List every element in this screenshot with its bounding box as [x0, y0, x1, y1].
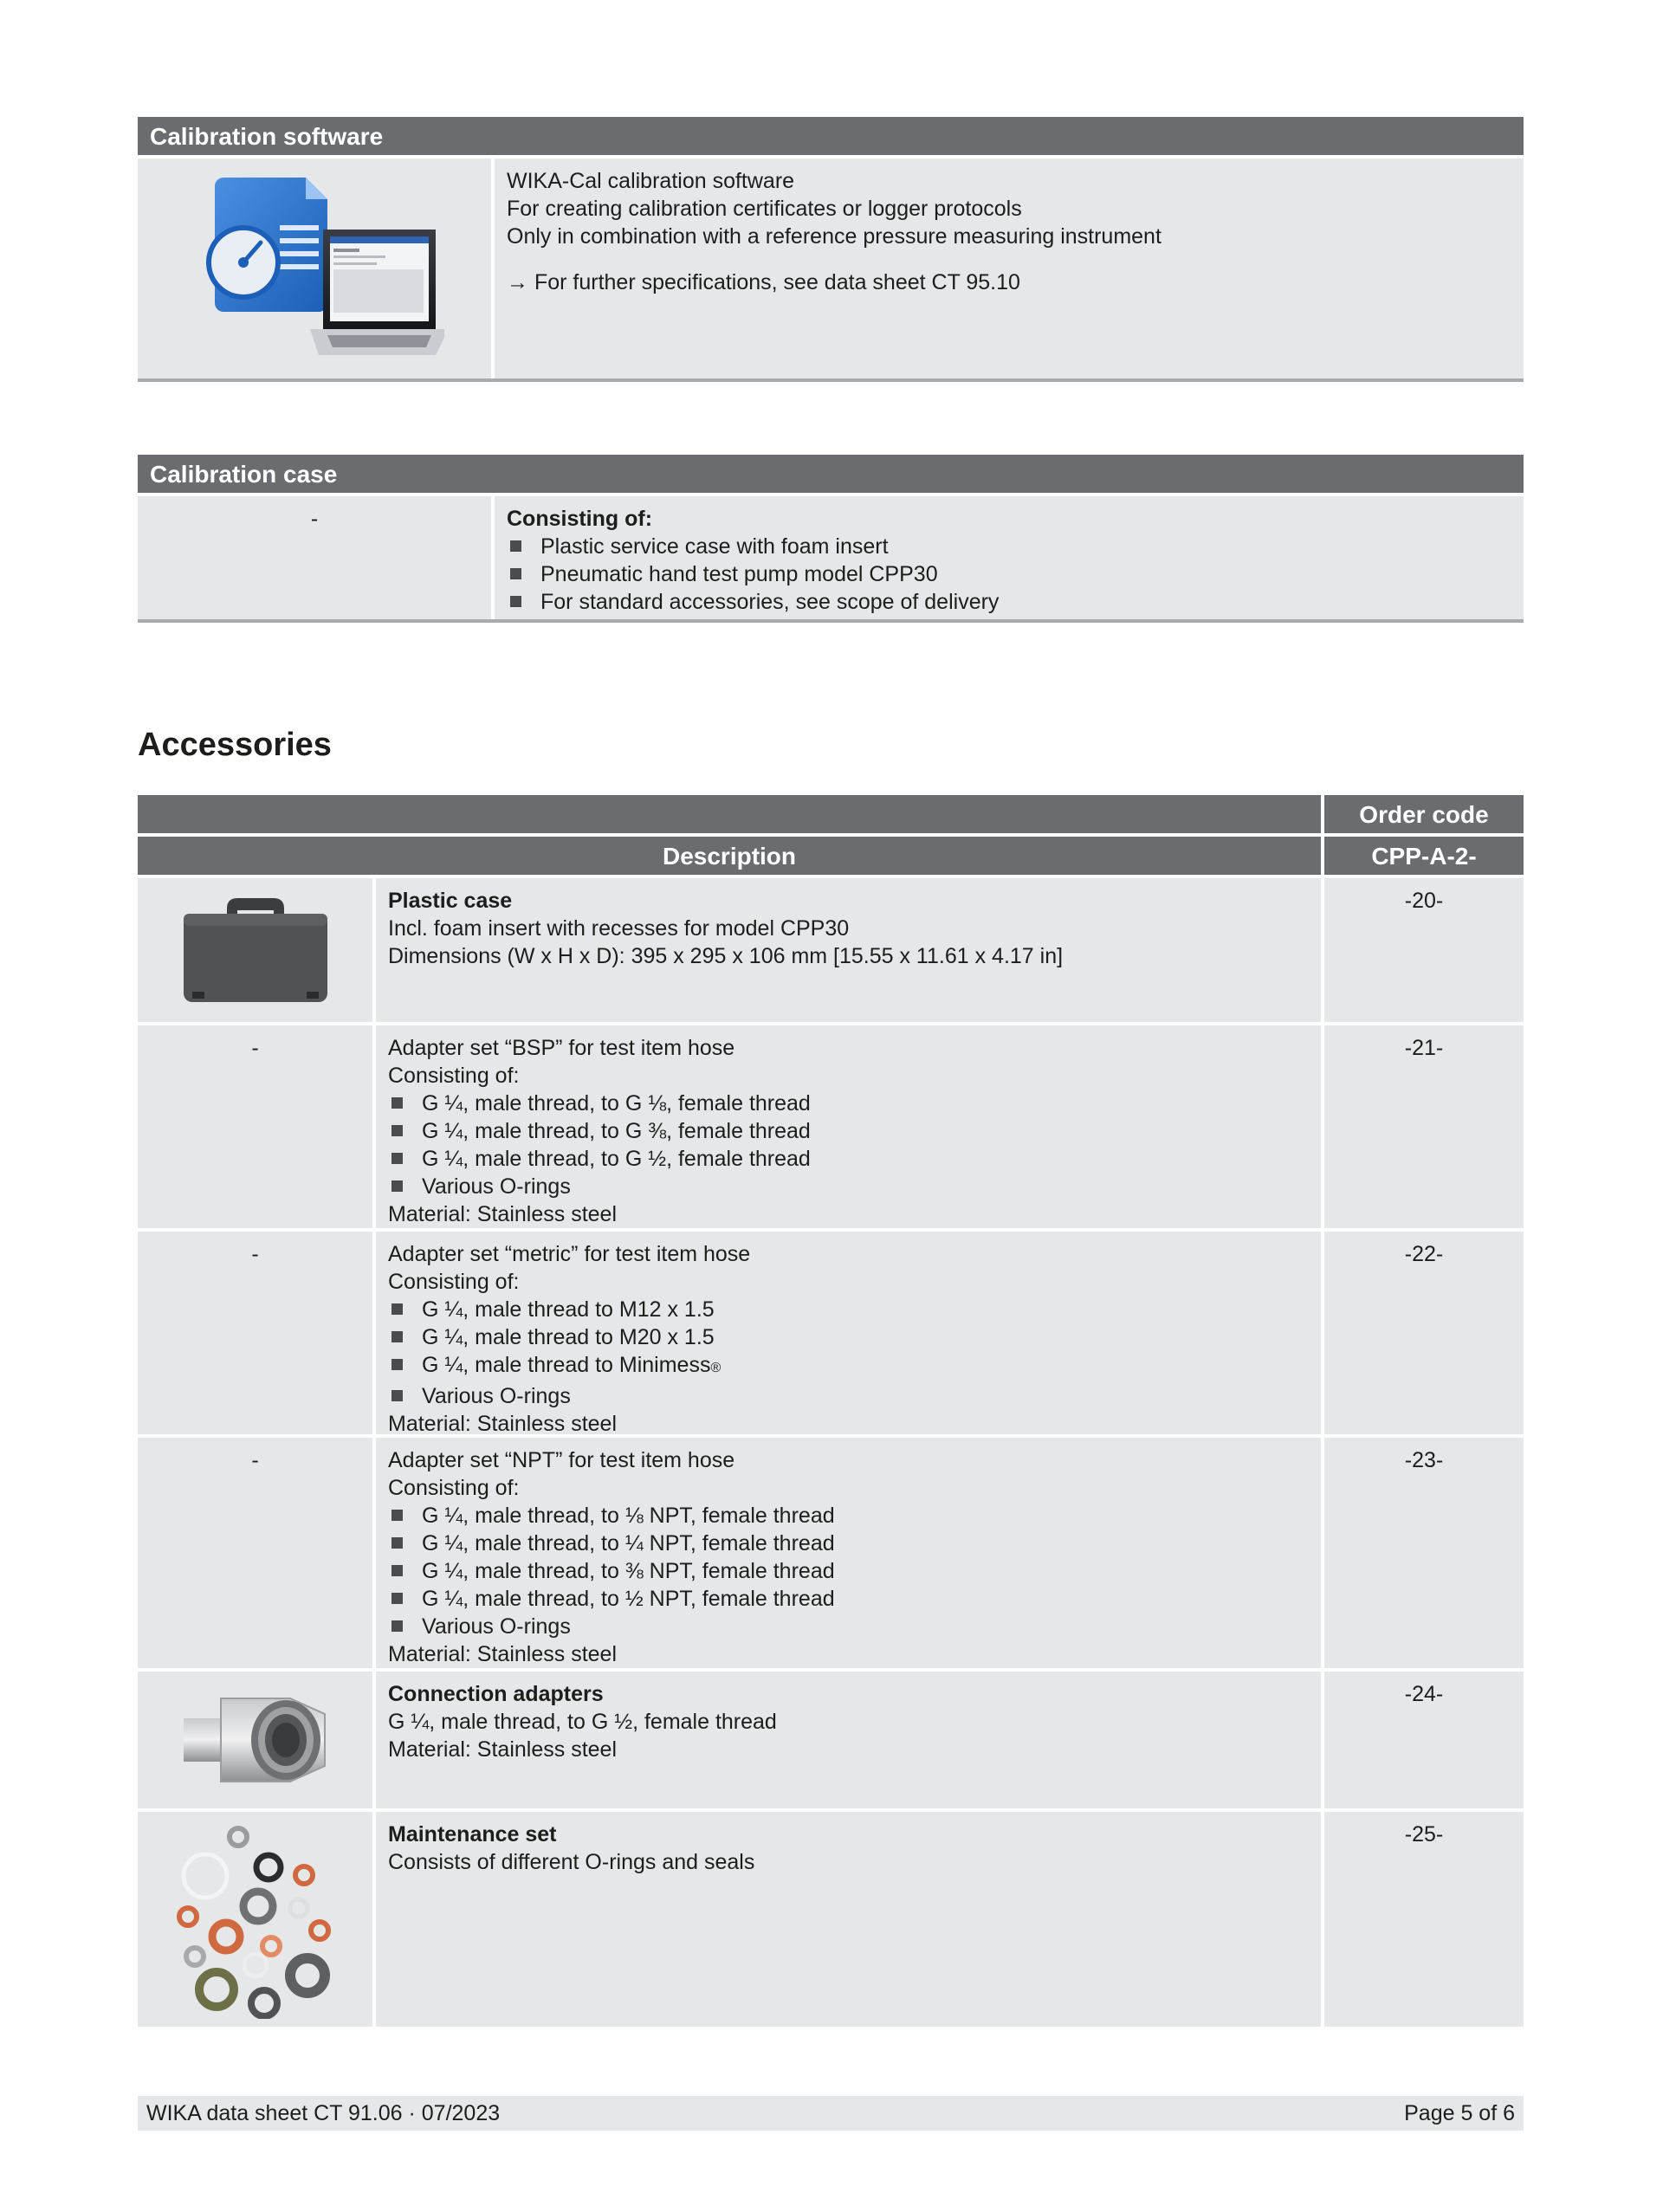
accessory-title: Plastic case [388, 889, 513, 913]
list-item: Various O-rings [388, 1173, 1309, 1200]
list-item: G ¼, male thread to Minimess ® [388, 1351, 1309, 1382]
case-description [495, 496, 1524, 619]
table-row [138, 1812, 1524, 2027]
plastic-case-image [138, 878, 372, 1022]
header-blank [138, 795, 1321, 833]
software-line: For creating calibration certificates or logger protocols [507, 197, 1022, 221]
table-row [138, 158, 1524, 382]
plastic-case-icon [173, 889, 338, 1011]
footer-page-number: Page 5 of 6 [1404, 2100, 1515, 2125]
registered-mark: ® [710, 1361, 721, 1375]
order-code: -22- [1324, 1232, 1524, 1434]
image-placeholder: - [138, 1232, 372, 1434]
bullet-square-icon [391, 1593, 403, 1604]
accessory-title: Maintenance set [388, 1822, 557, 1847]
bullet-square-icon [391, 1125, 403, 1136]
accessory-description [376, 1232, 1321, 1434]
table-row [138, 496, 1524, 623]
table-header-row [138, 795, 1524, 833]
bullet-square-icon [391, 1180, 403, 1192]
accessory-material: Material: Stainless steel [388, 1642, 618, 1666]
table-row [138, 1232, 1524, 1434]
case-title: Consisting of: [507, 507, 653, 531]
image-placeholder: - [138, 1438, 372, 1668]
datasheet-reference: → For further specifications, see data sheet CT 95.10 [507, 270, 1020, 294]
accessory-title: Connection adapters [388, 1682, 604, 1706]
connection-adapter-image [138, 1672, 372, 1808]
header-code-prefix: CPP-A-2- [1324, 837, 1524, 875]
bullet-square-icon [510, 596, 521, 607]
bullet-square-icon [391, 1510, 403, 1521]
bullet-square-icon [391, 1359, 403, 1370]
order-code: -24- [1324, 1672, 1524, 1808]
list-item: Various O-rings [388, 1613, 1309, 1640]
table-row [138, 1438, 1524, 1668]
table-header-row [138, 837, 1524, 875]
accessory-line: G ¼, male thread, to G ½, female thread [388, 1710, 777, 1734]
accessory-material: Material: Stainless steel [388, 1202, 618, 1226]
accessory-description [376, 1672, 1321, 1808]
bullet-square-icon [391, 1153, 403, 1164]
list-item: G ¼, male thread, to G ½, female thread [388, 1145, 1309, 1173]
accessory-line: Incl. foam insert with recesses for model CPP30 [388, 916, 850, 941]
list-item: G ¼, male thread, to G ⅛, female thread [388, 1090, 1309, 1117]
accessory-description [376, 1438, 1321, 1668]
accessory-description [376, 878, 1321, 1022]
bullet-square-icon [391, 1097, 403, 1109]
list-item: G ¼, male thread, to ¼ NPT, female thread [388, 1530, 1309, 1557]
accessory-description [376, 1812, 1321, 2027]
bullet-square-icon [510, 568, 521, 579]
list-item: G ¼, male thread, to ½ NPT, female thread [388, 1585, 1309, 1613]
wika-cal-software-image [138, 158, 491, 378]
connection-adapter-icon [173, 1679, 338, 1801]
section-header: Calibration case [138, 455, 1524, 493]
header-order-code: Order code [1324, 795, 1524, 833]
calibration-software-section [138, 117, 1524, 382]
list-item: G ¼, male thread to M12 x 1.5 [388, 1296, 1309, 1323]
maintenance-set-image [138, 1812, 372, 2027]
order-code: -23- [1324, 1438, 1524, 1668]
image-placeholder: - [138, 496, 491, 619]
table-row [138, 878, 1524, 1022]
accessory-line: Adapter set “NPT” for test item hose [388, 1448, 735, 1472]
list-item: Plastic service case with foam insert [507, 533, 1511, 560]
accessory-line: Material: Stainless steel [388, 1737, 618, 1762]
order-code: -21- [1324, 1025, 1524, 1228]
header-description: Description [138, 837, 1321, 875]
software-description [495, 158, 1524, 378]
software-line: Only in combination with a reference pressure measuring instrument [507, 224, 1162, 249]
order-code: -20- [1324, 878, 1524, 1022]
order-code: -25- [1324, 1812, 1524, 2027]
page-footer [138, 2096, 1524, 2131]
list-item: For standard accessories, see scope of delivery [507, 588, 1511, 616]
page-content [138, 117, 1524, 1874]
software-laptop-icon [184, 169, 444, 368]
section-header: Calibration software [138, 117, 1524, 155]
accessory-line: Adapter set “BSP” for test item hose [388, 1036, 735, 1060]
accessory-description [376, 1025, 1321, 1228]
bullet-square-icon [391, 1331, 403, 1342]
accessory-line: Adapter set “metric” for test item hose [388, 1242, 751, 1266]
bullet-square-icon [391, 1620, 403, 1632]
list-item: G ¼, male thread, to ⅜ NPT, female thread [388, 1557, 1309, 1585]
footer-datasheet: WIKA data sheet CT 91.06 · 07/2023 [146, 2100, 501, 2125]
list-item: Pneumatic hand test pump model CPP30 [507, 560, 1511, 588]
bullet-square-icon [391, 1390, 403, 1401]
bullet-square-icon [391, 1565, 403, 1576]
o-rings-icon [169, 1820, 342, 2019]
bullet-square-icon [510, 540, 521, 552]
table-row [138, 1025, 1524, 1228]
accessory-line: Consisting of: [388, 1064, 520, 1088]
list-item: G ¼, male thread, to ⅛ NPT, female thread [388, 1502, 1309, 1530]
list-item: G ¼, male thread, to G ⅜, female thread [388, 1117, 1309, 1145]
software-line: WIKA-Cal calibration software [507, 169, 795, 193]
accessory-line: Dimensions (W x H x D): 395 x 295 x 106 mm [15.55 x 11.61 x 4.17 in] [388, 944, 1064, 968]
accessory-line: Consisting of: [388, 1476, 520, 1500]
bullet-square-icon [391, 1303, 403, 1315]
image-placeholder: - [138, 1025, 372, 1228]
table-row [138, 1672, 1524, 1808]
list-item: Various O-rings [388, 1382, 1309, 1410]
list-item: G ¼, male thread to M20 x 1.5 [388, 1323, 1309, 1351]
accessories-heading: Accessories [138, 727, 332, 763]
accessory-material: Material: Stainless steel [388, 1412, 618, 1436]
accessories-table [138, 795, 1524, 2030]
accessory-line: Consisting of: [388, 1270, 520, 1294]
bullet-square-icon [391, 1537, 403, 1549]
calibration-case-section [138, 455, 1524, 623]
accessory-line: Consists of different O-rings and seals [388, 1850, 755, 1874]
